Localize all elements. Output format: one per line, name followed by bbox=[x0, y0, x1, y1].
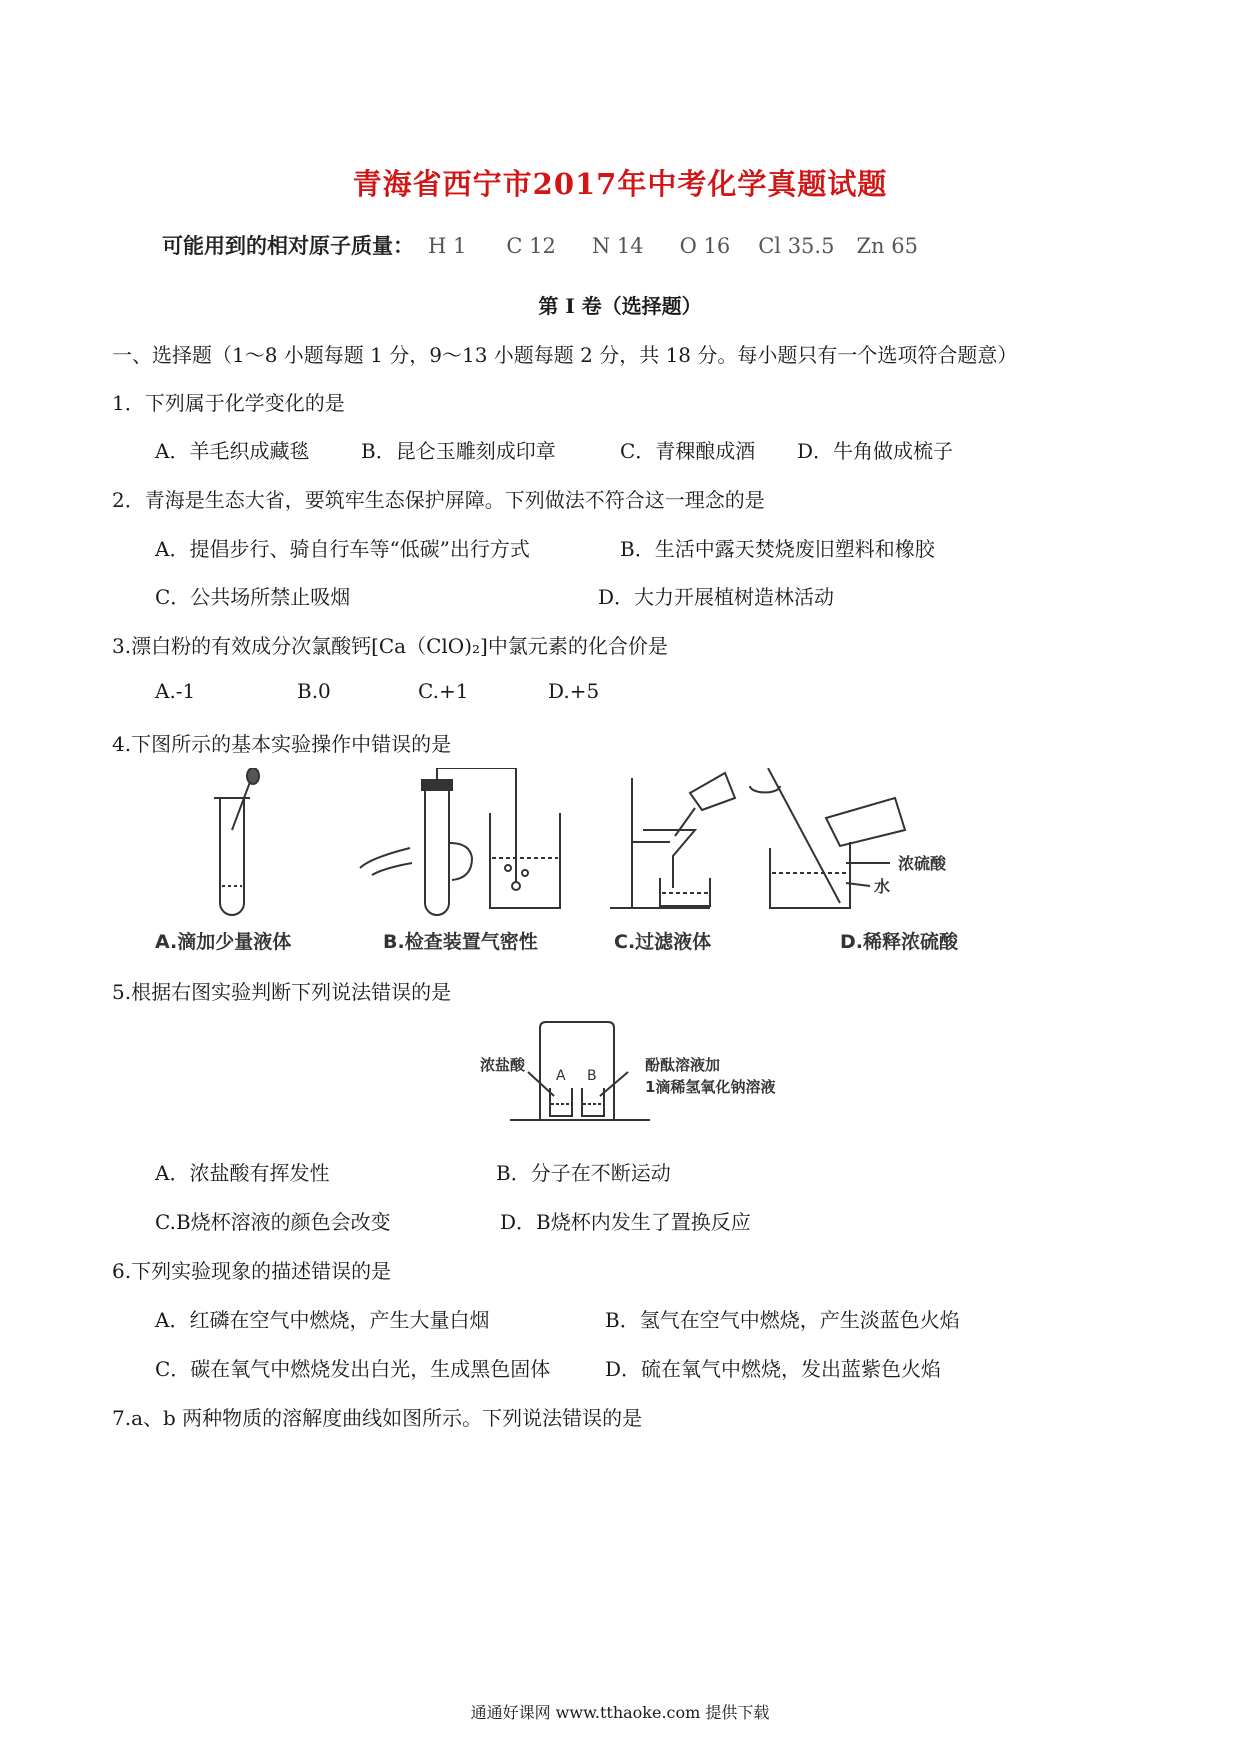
mass-cl: Cl 35.5 bbox=[758, 234, 835, 258]
q5-stem: 5.根据右图实验判断下列说法错误的是 bbox=[112, 980, 452, 1004]
q3-stem: 3.漂白粉的有效成分次氯酸钙[Ca（ClO)₂]中氯元素的化合价是 bbox=[112, 634, 668, 658]
q6-stem: 6.下列实验现象的描述错误的是 bbox=[112, 1259, 392, 1283]
q5-option-c: C.B烧杯溶液的颜色会改变 bbox=[155, 1210, 391, 1234]
mass-c: C 12 bbox=[506, 234, 556, 258]
label-phenolphthalein: 酚酞溶液加 bbox=[645, 1056, 721, 1074]
filtration-sketch bbox=[610, 773, 735, 908]
q4-figure bbox=[150, 768, 1030, 918]
q4-stem: 4.下图所示的基本实验操作中错误的是 bbox=[112, 732, 452, 756]
q5-option-b: B．分子在不断运动 bbox=[496, 1161, 671, 1185]
section-title: 第 I 卷（选择题） bbox=[538, 294, 702, 318]
q2-option-b: B．生活中露天焚烧废旧塑料和橡胶 bbox=[620, 537, 935, 561]
mass-h: H 1 bbox=[428, 234, 467, 258]
mass-zn: Zn 65 bbox=[856, 234, 918, 258]
q2-option-c: C．公共场所禁止吸烟 bbox=[155, 585, 351, 609]
q1-option-c: C．青稞酿成酒 bbox=[620, 439, 756, 463]
q4-caption-a: A.滴加少量液体 bbox=[155, 931, 292, 953]
q1-stem: 1．下列属于化学变化的是 bbox=[112, 391, 345, 415]
label-water: 水 bbox=[874, 877, 891, 896]
label-conc-sulfuric: 浓硫酸 bbox=[898, 854, 947, 873]
q3-option-c: C.+1 bbox=[418, 679, 469, 703]
document-title: 青海省西宁市2017年中考化学真题试题 bbox=[352, 167, 888, 201]
q2-option-a: A．提倡步行、骑自行车等“低碳”出行方式 bbox=[155, 537, 530, 561]
atomic-masses-line bbox=[162, 230, 918, 260]
dropper-test-tube-sketch bbox=[214, 768, 259, 915]
page-footer: 通通好课网 www.tthaoke.com 提供下载 bbox=[470, 1703, 770, 1722]
mass-o: O 16 bbox=[679, 234, 731, 258]
label-beaker-a: A bbox=[556, 1068, 566, 1084]
q5-figure bbox=[470, 1020, 810, 1130]
q6-option-c: C．碳在氧气中燃烧发出白光，生成黑色固体 bbox=[155, 1357, 551, 1381]
q6-option-b: B．氢气在空气中燃烧，产生淡蓝色火焰 bbox=[605, 1308, 960, 1332]
q2-option-d: D．大力开展植树造林活动 bbox=[598, 585, 835, 609]
q3-option-a: A.-1 bbox=[155, 679, 196, 703]
q6-option-d: D．硫在氧气中燃烧，发出蓝紫色火焰 bbox=[605, 1357, 942, 1381]
q3-option-b: B.0 bbox=[297, 679, 331, 703]
q1-option-b: B．昆仑玉雕刻成印章 bbox=[361, 439, 556, 463]
label-beaker-b: B bbox=[587, 1068, 597, 1084]
q4-caption-d: D.稀释浓硫酸 bbox=[840, 931, 958, 953]
label-naoh: 1滴稀氢氧化钠溶液 bbox=[645, 1078, 776, 1096]
part-heading: 一、选择题（1～8 小题每题 1 分，9～13 小题每题 2 分，共 18 分。每小题只有一个选项符合题意） bbox=[112, 343, 1018, 367]
q6-option-a: A．红磷在空气中燃烧，产生大量白烟 bbox=[155, 1308, 490, 1332]
q1-option-d: D．牛角做成梳子 bbox=[797, 439, 954, 463]
mass-n: N 14 bbox=[591, 234, 644, 258]
q2-stem: 2．青海是生态大省，要筑牢生态保护屏障。下列做法不符合这一理念的是 bbox=[112, 488, 765, 512]
label-conc-hcl: 浓盐酸 bbox=[480, 1056, 526, 1074]
q4-caption-c: C.过滤液体 bbox=[614, 931, 712, 953]
q7-stem: 7.a、b 两种物质的溶解度曲线如图所示。下列说法错误的是 bbox=[112, 1406, 643, 1430]
atomic-masses-label: 可能用到的相对原子质量： bbox=[162, 234, 414, 258]
q3-option-d: D.+5 bbox=[548, 679, 600, 703]
q5-option-d: D．B烧杯内发生了置换反应 bbox=[500, 1210, 751, 1234]
q4-caption-b: B.检查装置气密性 bbox=[383, 931, 538, 953]
q5-option-a: A．浓盐酸有挥发性 bbox=[155, 1161, 330, 1185]
airtightness-apparatus-sketch bbox=[360, 768, 560, 915]
q1-option-a: A．羊毛织成藏毯 bbox=[155, 439, 310, 463]
